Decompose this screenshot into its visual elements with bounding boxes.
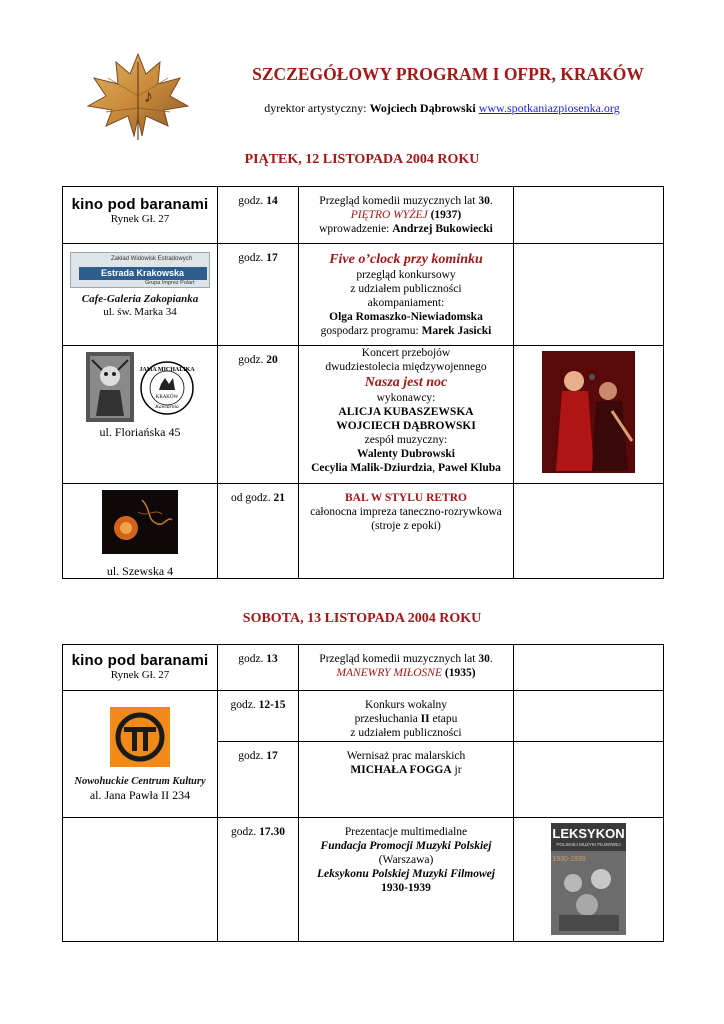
svg-text:POLSKIEJ MUZYKI FILMOWEJ: POLSKIEJ MUZYKI FILMOWEJ <box>556 842 621 847</box>
retro-ball-venue-logo <box>102 490 178 554</box>
time-cell: godz. 14 <box>218 187 299 244</box>
maple-leaf-logo <box>84 48 192 144</box>
event-title: BAL W STYLU RETRO <box>345 492 467 504</box>
venue-cell <box>63 818 218 942</box>
description-cell: Koncert przebojów dwudziestolecia międzywojennego Nasza jest noc wykonawcy: ALICJA KUBASZEWSKA WOJCIECH DĄBROWSKI zespół muzyczny: Walenty Dubrowski Cecylia Malik-Dziurdzia, Paweł Kluba <box>299 346 514 484</box>
image-cell <box>514 187 664 244</box>
time-cell: godz. 17 <box>218 244 299 346</box>
time-cell: godz. 17.30 <box>218 818 299 942</box>
description-cell: Wernisaż prac malarskich MICHAŁA FOGGA jr <box>299 742 514 818</box>
table-row <box>63 691 664 742</box>
table-row <box>63 346 664 484</box>
venue-address: ul. św. Marka 34 <box>103 306 177 318</box>
image-cell <box>514 691 664 742</box>
description-cell: BAL W STYLU RETRO całonocna impreza taneczno-rozrywkowa (stroje z epoki) <box>299 484 514 579</box>
image-cell <box>514 742 664 818</box>
film-title: MANEWRY MIŁOSNE <box>336 667 442 679</box>
svg-text:♪: ♪ <box>144 86 153 106</box>
image-cell <box>514 244 664 346</box>
venue-cell <box>63 187 218 244</box>
svg-text:1930-1939: 1930-1939 <box>552 856 586 863</box>
kino-logo: kino pod baranami <box>71 196 209 213</box>
nck-logo <box>110 707 170 767</box>
svg-text:KRAKÓW: KRAKÓW <box>155 395 179 400</box>
director-name: Wojciech Dąbrowski <box>369 101 476 115</box>
image-cell <box>514 346 664 484</box>
time-cell: od godz. 21 <box>218 484 299 579</box>
venue-address: al. Jana Pawła II 234 <box>89 787 191 802</box>
kino-logo: kino pod baranami <box>71 652 209 669</box>
jama-michalika-puppet-photo <box>86 352 134 422</box>
estrada-krakowska-logo: Zakład Widowisk Estradowych Estrada Krakowska Grupa Imprez Polart <box>70 252 210 288</box>
director-line <box>222 101 662 116</box>
saturday-schedule-table <box>62 644 664 942</box>
director-label: dyrektor artystyczny: <box>264 101 370 115</box>
time-cell: godz. 13 <box>218 645 299 691</box>
venue-name: Cafe-Galeria Zakopianka <box>81 293 199 305</box>
description-cell: Przegląd komedii muzycznych lat 30. MANEWRY MIŁOSNE (1935) <box>299 645 514 691</box>
film-title: PIĘTRO WYŻEJ <box>350 209 428 221</box>
page-title: SZCZEGÓŁOWY PROGRAM I OFPR, KRAKÓW <box>252 64 644 84</box>
venue-name: Nowohuckie Centrum Kultury <box>74 775 206 787</box>
time-cell: godz. 20 <box>218 346 299 484</box>
table-row <box>63 484 664 579</box>
venue-cell <box>63 484 218 579</box>
svg-text:LEKSYKON: LEKSYKON <box>552 826 625 841</box>
event-title: Nasza jest noc <box>364 375 448 390</box>
venue-cell <box>63 691 218 818</box>
venue-address: Rynek Gł. 27 <box>110 213 170 225</box>
table-row <box>63 645 664 691</box>
venue-cell <box>63 346 218 484</box>
description-cell: Przegląd komedii muzycznych lat 30. PIĘTRO WYŻEJ (1937) wprowadzenie: Andrzej Bukowiecki <box>299 187 514 244</box>
saturday-heading: SOBOTA, 13 LISTOPADA 2004 ROKU <box>242 611 482 626</box>
table-row <box>63 244 664 346</box>
description-cell: Konkurs wokalny przesłuchania II etapu z udziałem publiczności <box>299 691 514 742</box>
image-cell <box>514 484 664 579</box>
venue-cell <box>63 645 218 691</box>
time-cell: godz. 12-15 <box>218 691 299 742</box>
event-title: Five o’clock przy kominku <box>329 252 483 267</box>
friday-heading: PIĄTEK, 12 LISTOPADA 2004 ROKU <box>244 152 480 167</box>
concert-singers-photo <box>542 351 635 473</box>
website-link[interactable]: www.spotkaniazpiosenka.org <box>478 101 620 115</box>
table-row <box>63 818 664 942</box>
image-cell <box>514 818 664 942</box>
venue-address: ul. Szewska 4 <box>106 564 174 578</box>
leksykon-book-cover <box>551 823 626 935</box>
table-row <box>63 187 664 244</box>
jama-michalika-stamp <box>139 360 195 416</box>
time-cell: godz. 17 <box>218 742 299 818</box>
svg-text:JAMA MICHALIKA: JAMA MICHALIKA <box>139 367 195 373</box>
venue-cell <box>63 244 218 346</box>
svg-text:Kawiarnia: Kawiarnia <box>155 404 179 410</box>
venue-address: Rynek Gł. 27 <box>110 669 170 681</box>
description-cell: Five o’clock przy kominku przegląd konkursowy z udziałem publiczności akompaniament: Olga Romaszko-Niewiadomska gospodarz programu: Marek Jasicki <box>299 244 514 346</box>
venue-address: ul. Floriańska 45 <box>99 425 181 439</box>
description-cell: Prezentacje multimedialne Fundacja Promocji Muzyki Polskiej (Warszawa) Leksykonu Polskiej Muzyki Filmowej 1930-1939 <box>299 818 514 942</box>
friday-schedule-table <box>62 186 664 579</box>
image-cell <box>514 645 664 691</box>
